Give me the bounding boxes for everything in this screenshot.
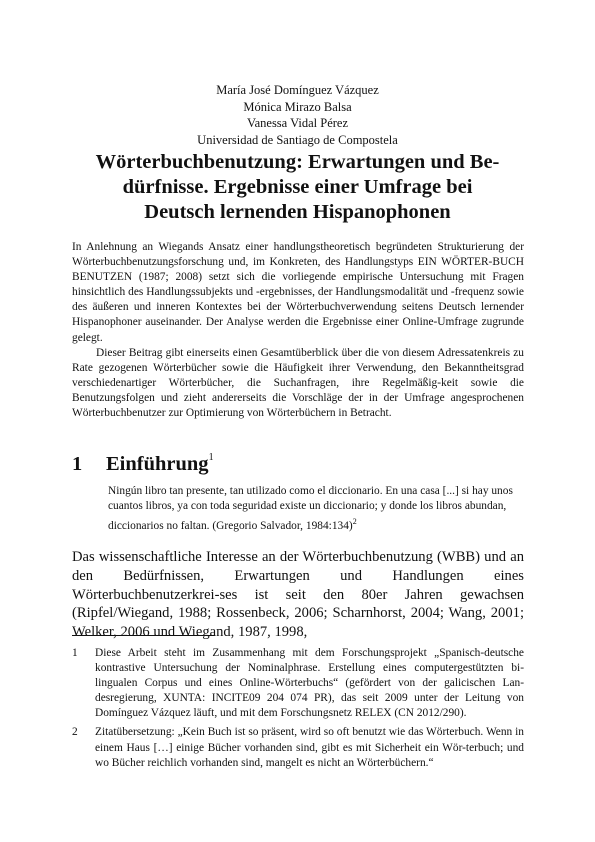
footnote [72, 725, 524, 770]
footnotes [72, 646, 524, 771]
footnote [72, 646, 524, 721]
affiliation: Universidad de Santiago de Compostela [197, 132, 398, 147]
abstract-paragraph: In Anlehnung an Wiegands Ansatz einer handlungstheoretisch begründeten Strukturierung der Wörterbuchbenutzungsforschung und, im Konkreten, des Handlungstyps EIN WÖRTER-BUCH BENUTZEN (1987; 2008) setzt sich die vorliegende empirische Untersuchung mit Fragen hinsichtlich des Handlungssubjekts und -ergebnisses, der Handlungsmodalität und -frequenz sowie des äußeren und inneren Kontextes bei der Wörterbuchverwendung seitens Deutsch lernender Hispanophoner auseinander. Der Analyse werden die Ergebnisse einer Online-Umfrage zugrunde gelegt. [72, 241, 524, 344]
footnote-ref[interactable]: 2 [352, 517, 357, 527]
section-title: Einführung [106, 453, 209, 475]
footnote-number: 1 [72, 647, 78, 659]
epigraph [108, 484, 513, 534]
body-paragraph: Das wissenschaftliche Interesse an der Wörterbuchbenutzung (WBB) und an den Bedürfnissen, Erwartungen und Handlungen eines Wörterbuchbenutzerkrei-ses ist seit den 80er Jahren gewachsen (Ripfel/Wiegand, 1988; Rossenbeck, 2006; Scharnhorst, 2004; Wang, 2001; Welker, 2006 und Wiegand, 1987, 1998, [72, 549, 524, 641]
title-line: dürfnisse. Ergebnisse einer Umfrage bei [122, 176, 473, 198]
abstract-paragraph: Dieser Beitrag gibt einerseits einen Gesamtüberblick über die von diesem Adressatenkreis zu Rate gezogenen Wörterbücher sowie die Häufigkeit ihrer Verwendung, den Bekanntheitsgrad verschiedenartiger Wörterbücher, die Suchanfragen, ihre Regelmäßig-keit sowie die Benutzungsfolgen und zieht andererseits die Vorschläge der in der Umfrage angesprochenen Wörterbuchbenutzer zur Optimierung von Wörterbüchern in Betracht. [72, 346, 524, 420]
section-heading [72, 452, 214, 476]
author-name: Mónica Mirazo Balsa [243, 99, 352, 114]
footnote-ref[interactable]: 1 [208, 452, 214, 463]
section-number: 1 [72, 453, 83, 475]
title-line: Deutsch lernenden Hispanophonen [144, 201, 451, 223]
title-line: Wörterbuchbenutzung: Erwartungen und Be- [95, 151, 500, 173]
author-name: Vanessa Vidal Pérez [246, 116, 349, 130]
footnote-divider [72, 635, 214, 636]
footnote-number: 2 [72, 726, 78, 739]
footnote-text: Zitatübersetzung: „Kein Buch ist so präsent, wird so oft benutzt wie das Wörterbuch. Wenn in einem Haus […] einige Bücher vorhanden sind, gibt es mit Sicherheit ein Wör-terbuch; und wo Bücher reichlich vorhanden sind, mangelt es nicht an Wörterbüchern.“ [95, 726, 524, 769]
abstract [72, 240, 524, 421]
paper-title [70, 150, 525, 225]
author-block [0, 82, 595, 148]
footnote-text: Diese Arbeit steht im Zusammenhang mit dem Forschungsprojekt „Spanisch-deutsche kontrastive Untersuchung der Nominalphrase. Erstellung eines computergestützten bi-lingualen Corpus und eines Online-Wörterbuchs“ (gefördert von der galicischen Lan-desregierung, XUNTA: INCITE09 204 074 PR), das seit 2009 unter der Leitung von Domínguez Vázquez läuft, und mit dem Forschungsnetz RELEX (CN 2012/290). [95, 647, 524, 720]
epigraph-text: Ningún libro tan presente, tan utilizado como el diccionario. En una casa [...] si hay unos cuantos libros, ya con toda seguridad existe un diccionario; y donde los libros abundan, diccionarios no faltan. (Gregorio Salvador, 1984:134) [108, 485, 513, 533]
author-name: María José Domínguez Vázquez [216, 83, 379, 97]
